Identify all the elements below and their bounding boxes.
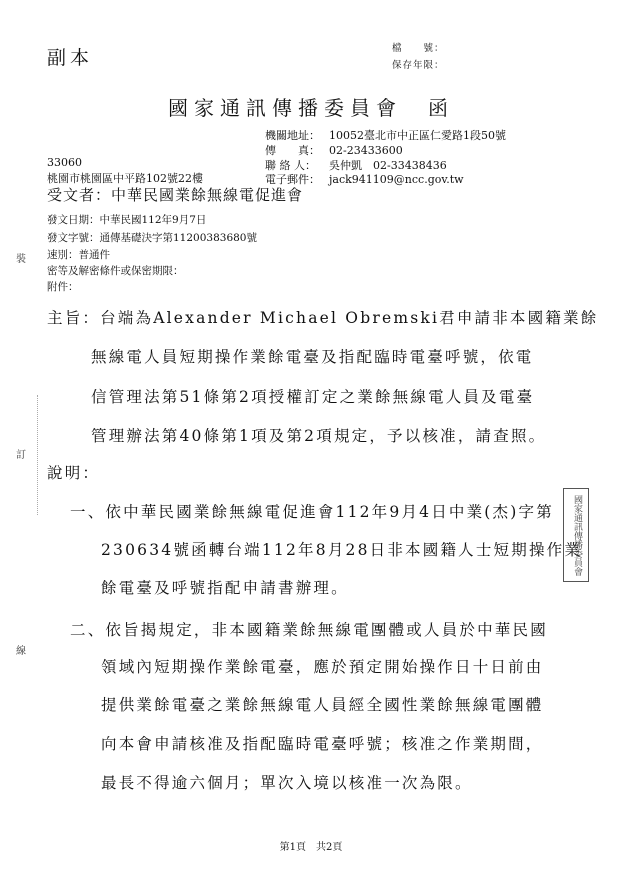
document-number: 發文字號：通傳基礎決字第11200383680號 <box>47 232 257 244</box>
explanation-1-line-1: 一、依中華民國業餘無線電促進會112年9月4日中業(杰)字第 <box>70 503 554 521</box>
recipient: 受文者：中華民國業餘無線電促進會 <box>47 186 304 204</box>
recipient-street: 桃園市桃園區中平路102號22樓 <box>47 172 203 185</box>
document-title: 國家通訊傳播委員會 函 <box>168 96 454 120</box>
issue-date: 發文日期：中華民國112年9月7日 <box>47 214 207 226</box>
explanation-2-line-1: 二、依旨揭規定，非本國籍業餘無線電團體或人員於中華民國 <box>70 621 548 639</box>
recipient-postal-code: 33060 <box>47 156 82 169</box>
delivery-speed: 速別：普通件 <box>47 249 110 261</box>
org-email-label: 電子郵件： <box>265 173 320 186</box>
org-address-label: 機關地址： <box>265 129 320 142</box>
retention-label: 保存年限： <box>392 60 445 71</box>
org-address <box>265 128 506 143</box>
subject-line-1: 主旨：台端為Alexander Michael Obremski君申請非本國籍業餘 <box>47 309 599 327</box>
explanation-2-line-2: 領域內短期操作業餘電臺，應於預定開始操作日十日前由 <box>101 658 544 676</box>
subject-line-3: 信管理法第51條第2項授權訂定之業餘無線電人員及電臺 <box>91 388 535 406</box>
org-email-value: jack941109@ncc.gov.tw <box>329 173 464 186</box>
org-fax-label: 傳 真： <box>265 144 320 157</box>
org-contact-value: 吳仲凱 02-33438436 <box>329 159 447 172</box>
binding-dotted-line <box>37 395 39 515</box>
subject-line-2: 無線電人員短期操作業餘電臺及指配臨時電臺呼號，依電 <box>91 348 534 366</box>
org-contact <box>265 158 447 173</box>
org-address-value: 10052臺北市中正區仁愛路1段50號 <box>329 129 506 142</box>
file-number-label: 檔 號： <box>392 43 445 54</box>
subject-line-4: 管理辦法第40條第1項及第2項規定，予以核准，請查照。 <box>91 427 547 445</box>
org-contact-label: 聯 絡 人： <box>265 159 316 172</box>
binding-mark-1: 裝 <box>16 254 26 265</box>
binding-mark-3: 線 <box>16 646 26 657</box>
received-stamp: 國家通訊傳播委員會 <box>563 488 589 582</box>
explanation-2-line-3: 提供業餘電臺之業餘無線電人員經全國性業餘無線電團體 <box>101 696 544 714</box>
page-number: 第1頁 共2頁 <box>279 842 343 853</box>
explanation-1-line-3: 餘電臺及呼號指配申請書辦理。 <box>101 579 349 597</box>
org-fax-value: 02-23433600 <box>329 144 403 157</box>
explanation-2-line-5: 最長不得逾六個月；單次入境以核准一次為限。 <box>101 774 473 792</box>
org-fax <box>265 143 403 158</box>
security-level: 密等及解密條件或保密期限： <box>47 265 184 277</box>
explanation-1-line-2: 230634號函轉台端112年8月28日非本國籍人士短期操作業 <box>101 541 583 559</box>
explanation-label: 說明： <box>47 464 101 482</box>
attachment: 附件： <box>47 281 79 293</box>
binding-mark-2: 訂 <box>16 450 26 461</box>
explanation-2-line-4: 向本會申請核准及指配臨時電臺呼號；核准之作業期間， <box>101 735 544 753</box>
copy-mark: 副本 <box>47 47 94 69</box>
